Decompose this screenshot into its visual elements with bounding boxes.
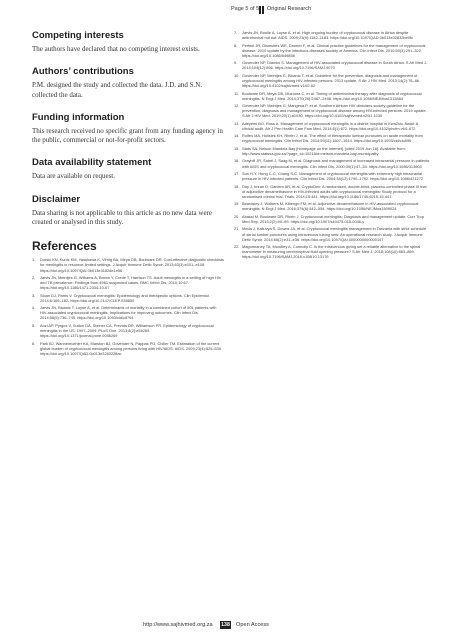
section-label: Original Research: [267, 6, 312, 12]
page-number-badge: 138: [221, 622, 230, 628]
references-title: References: [32, 239, 97, 254]
reference-item: 15. Stats SA: Nelson Mandela Bay [homepage on the Internet]. [cited 2019 Jun 18]. Available from: http://www.statssa.gov.za/?page_id=1021&id=nelson-mandela-bay-municipality: [234, 145, 406, 156]
page-number-label: Page 5 of 5: [231, 6, 260, 12]
left-column: [32, 30, 224, 358]
availability-text: Data are available on request.: [32, 172, 115, 181]
reference-item: 16. Graybill JR, Sobel J, Saag M, et al. Diagnosis and management of increased intracranial pressure in patients with AIDS and cryptococcal meningitis. Clin Infect Dis. 2000;30(1):47–54. https://doi.org/10.1086/313603: [234, 158, 430, 169]
reference-item: 21. Meda J, Kalluvya S, Downs JA, et al. Cryptococcal meningitis management in Tanzania with strict schedule of serial lumber punctures using intravenous tubing sets: An operational research study. J Acquir Immune Defic Syndr. 2014;66(2):e31–e36. https://doi.org/10.1097/QAI.0000000000000147: [234, 226, 427, 242]
disclaimer-title: Disclaimer: [32, 193, 81, 205]
header-divider: [262, 6, 264, 14]
right-column: [234, 30, 430, 262]
reference-item: 17. Sun H-Y, Hung C-C, Chang S-C. Management of cryptococcal meningitis with extremely high intracranial pressure in HIV-infected patients. Clin Infect Dis. 2004;38(12):1790–1792. https://doi.org/10.1086/421272: [234, 171, 424, 182]
reference-list-right: [234, 30, 430, 259]
reference-item: 4. Jarvis JN, Bicanic T, Loyse A, et al. Determinants of mortality in a combined cohort of 501 patients with HIV-associated cryptococcal meningitis: Implications for improving outcomes. Clin Infect Dis. 2014;58(5):736–745. https://doi.org/10.1093/cid/cit794: [32, 305, 217, 321]
funding-text: This research received no specific grant from any funding agency in the public, commercial or not-for-profit sectors.: [32, 126, 223, 145]
contributions-text: P.M. designed the study and collected the data. J.D. and S.N. collected the data.: [32, 81, 203, 99]
reference-item: 2. Jarvis JN, Meintjes G, Williams A, Brown Y, Crede T, Harrison TS. Adult meningitis in a setting of high HIV and TB prevalence: Findings from 4961 suspected cases. BMC Infect Dis. 2010;10:67. https://doi.org/10.1186/1471-2334-10-67: [32, 275, 222, 291]
reference-item: 19. Beardsley J, Wolbers M, Kibengo FM, et al. Adjunctive dexamethasone in HIV-associated cryptococcal meningitis. N Engl J Med. 2016;374(6):542–554. https://doi.org/10.1056/NEJMoa1509024: [234, 201, 419, 212]
reference-item: 6. Park BJ, Wannemuehler KA, Marston BJ, Govender N, Pappas PG, Chiller TM. Estimation of the current global burden of cryptococcal meningitis among persons living with HIV/AIDS. AIDS. 2009;23(4):525–530. https://doi.org/10.1097/QAD.0b013e328322ffac: [32, 340, 223, 356]
reference-item: 14. Rolfes MA, Hullsiek KH, Rhein J, et al. The effect of therapeutic lumbar punctures on acute mortality from cryptococcal meningitis. Clin Infect Dis. 2014;59(11):1607–1614. https://doi.org/10.1093/cid/ciu596: [234, 133, 423, 144]
reference-item: 3. Sloan DJ, Parris V. Cryptococcal meningitis: Epidemiology and therapeutic options. Clin Epidemiol. 2014;6:169–182. https://doi.org/10.2147/CLEP.S38850: [32, 292, 210, 303]
reference-item: 9. Govender NP, Dlamini S. Management of HIV-associated cryptococcal disease in South Africa. S Afr Med J. 2014;104(12):896. https://doi.org/10.7196/SAMJ.9070: [234, 60, 428, 71]
availability-title: Data availability statement: [32, 157, 152, 169]
header-divider: [259, 6, 261, 14]
reference-item: 8. Perfect JR, Dismukes WE, Dromer F, et al. Clinical practice guidelines for the management of cryptococcal disease: 2010 update by the infectious diseases society of America. Clin Infect Dis. 2010;50(3):291–322. https://doi.org/10.1086/649858: [234, 42, 426, 58]
reference-item: 13. Adeyemi BO, Ross A. Management of cryptococcal meningitis in a district hospital in KwaZulu-Natal: A clinical audit. Afr J Prm Health Care Fam Med. 2014;6(1):672. https://doi.org/10.4102/phcfm.v6i1.672: [234, 120, 419, 131]
reference-item: 18. Day J, Imran D, Ganiem AR, et al. CryptoDex: A randomised, double-blind, placebo-controlled phase III trial of adjunctive dexamethasone in HIV-infected adults with cryptococcal meningitis: Study protocol for a randomised control trial. Trials. 2014;15:441. https://doi.org/10.1186/1745-6215-15-441: [234, 183, 427, 199]
open-access-label: Open Access: [236, 622, 269, 628]
contributions-title: Authors’ contributions: [32, 66, 134, 78]
reference-item: 5. Anzi AP, Pyrgos V, Sutton DA, Steiner CA, Prevots DR, Williamson PR. Epidemiology of cryptococcal meningitis in the US: 1997–2009. PLoS One. 2013;8(2):e56269. https://doi.org/10.1371/journal.pone.0056269: [32, 322, 214, 339]
journal-url-link[interactable]: http://www.sajhivmed.org.za: [143, 622, 213, 628]
competing-interests-title: Competing interests: [32, 30, 124, 41]
reference-item: 22. Magormaney TA, Moodley A, Connolly C. Is the intravenous giving set a reliable alternative to the spinal manometer in measuring cerebrospinal fluid opening pressure? S Afr Med J. 2018;108(10):863–869. https://doi.org/10.7196/SAMJ.2018.v108i10.13176: [234, 244, 421, 260]
reference-item: 1. Durski KN, Kuntz KM, Yasukawa K, Virnig BA, Meya DB, Boulware DR. Cost-effective diagnostic checklists for meningitis in resource-limited settings. J Acquir Immune Defic Syndr. 2013;63(3):e101–e108. https://doi.org/10.1097/QAI.0b013e31828e1e56: [32, 257, 224, 273]
reference-item: 20. Abassi M, Boulware DR, Rhein J. Cryptococcal meningitis: Diagnosis and management update. Curr Trop Med Rep. 2015;2(2):90–99. https://doi.org/10.1007/s40475-015-0046-y: [234, 213, 424, 224]
reference-item: 7. Jarvis JN, Boulle A, Loyse A, et al. High ongoing burden of cryptococcal disease in Africa despite antiretroviral roll out. AIDS. 2009;23(9):1182–1183. https://doi.org/10.1097/QAD.0b013e32832be0fc: [234, 30, 413, 41]
reference-item: 12. Govender NP, Meintjes G, Mangena P, et al. Southern African HIV clinicians society guideline for the prevention, diagnosis and management of cryptococcal disease among HIV-infected persons: 2019 update. S Afr J HIV Med. 2019;20(1):a1030. https://doi.org/10.4102/sajhivmed.v20i1.1030: [234, 103, 427, 119]
page-footer: [0, 621, 453, 633]
reference-item: 11. Boulware DR, Meya DB, Muzoora C, et al. Timing of antiretroviral therapy after diagnosis of cryptococcal meningitis. N Engl J Med. 2014;370(26):2487–2498. https://doi.org/10.1056/NEJMoa1312884: [234, 90, 422, 101]
disclaimer-text: Data sharing is not applicable to this article as no new data were created or analysed in this study.: [32, 208, 212, 227]
funding-title: Funding information: [32, 111, 125, 123]
page-header: [0, 6, 453, 18]
competing-interests-text: The authors have declared that no competing interest exists.: [32, 45, 200, 53]
reference-item: 10. Govender NP, Meintjes G, Bicanic T, et al. Guideline for the prevention, diagnosis and management of cryptococcal meningitis among HIV-infected persons: 2013 update. S Afr J HIV Med. 2013;14(2):76–86. https://doi.org/10.4102/sajhivmed.v14i2.82: [234, 72, 420, 89]
reference-list-left: [32, 257, 224, 356]
